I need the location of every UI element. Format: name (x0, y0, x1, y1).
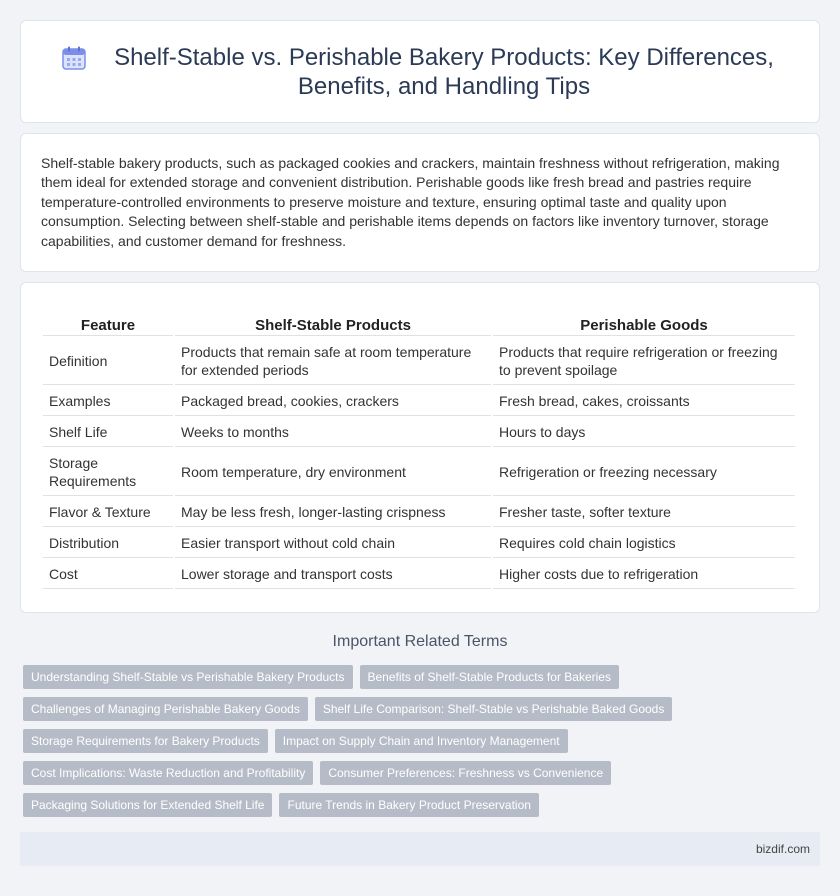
related-term-tag[interactable]: Storage Requirements for Bakery Products (23, 729, 268, 753)
table-cell-feature: Examples (43, 387, 173, 416)
related-term-tag[interactable]: Challenges of Managing Perishable Bakery Goods (23, 697, 308, 721)
table-cell-shelf-stable: Weeks to months (175, 418, 491, 447)
comparison-table (41, 313, 797, 591)
table-cell-feature: Flavor & Texture (43, 498, 173, 527)
column-header-shelf-stable: Shelf-Stable Products (175, 315, 491, 336)
table-cell-feature: Definition (43, 338, 173, 385)
table-row (43, 338, 795, 385)
intro-paragraph: Shelf-stable bakery products, such as packaged cookies and crackers, maintain freshness without refrigeration, making them ideal for extended storage and convenient distribution. Perishable goods like fresh bread and pastries require temperature-controlled environments to preserve moisture and texture, ensuring optimal taste and quality upon consumption. Selecting between shelf-stable and perishable items depends on factors like inventory turnover, storage capabilities, and customer demand for freshness. (41, 155, 780, 249)
table-cell-perishable: Higher costs due to refrigeration (493, 560, 795, 589)
table-row (43, 529, 795, 558)
table-cell-perishable: Fresh bread, cakes, croissants (493, 387, 795, 416)
table-cell-shelf-stable: Packaged bread, cookies, crackers (175, 387, 491, 416)
related-term-tag[interactable]: Cost Implications: Waste Reduction and Profitability (23, 761, 313, 785)
table-cell-shelf-stable: Room temperature, dry environment (175, 449, 491, 496)
related-term-tag[interactable]: Impact on Supply Chain and Inventory Management (275, 729, 568, 753)
table-cell-perishable: Refrigeration or freezing necessary (493, 449, 795, 496)
table-row (43, 418, 795, 447)
table-row (43, 560, 795, 589)
footer-bar (20, 832, 820, 866)
related-term-tag[interactable]: Future Trends in Bakery Product Preservation (279, 793, 538, 817)
related-terms-title: Important Related Terms (332, 633, 508, 650)
related-term-tag[interactable]: Consumer Preferences: Freshness vs Convenience (320, 761, 611, 785)
table-header-row (43, 315, 795, 336)
table-row (43, 498, 795, 527)
table-row (43, 449, 795, 496)
footer-site-link[interactable]: bizdif.com (755, 842, 810, 856)
page-title: Shelf-Stable vs. Perishable Bakery Products: Key Differences, Benefits, and Handling Tips (114, 43, 774, 100)
table-cell-perishable: Fresher taste, softer texture (493, 498, 795, 527)
table-cell-feature: Distribution (43, 529, 173, 558)
header-card (20, 20, 820, 123)
table-cell-feature: Storage Requirements (43, 449, 173, 496)
related-term-tag[interactable]: Packaging Solutions for Extended Shelf Life (23, 793, 272, 817)
column-header-feature: Feature (43, 315, 173, 336)
table-cell-perishable: Hours to days (493, 418, 795, 447)
table-cell-shelf-stable: Easier transport without cold chain (175, 529, 491, 558)
intro-card (20, 133, 820, 272)
comparison-table-card (20, 282, 820, 613)
related-term-tag[interactable]: Benefits of Shelf-Stable Products for Bakeries (360, 665, 619, 689)
table-cell-perishable: Products that require refrigeration or freezing to prevent spoilage (493, 338, 795, 385)
calendar-icon (61, 45, 87, 71)
related-term-tag[interactable]: Understanding Shelf-Stable vs Perishable Bakery Products (23, 665, 353, 689)
table-cell-shelf-stable: May be less fresh, longer-lasting crispness (175, 498, 491, 527)
table-cell-shelf-stable: Lower storage and transport costs (175, 560, 491, 589)
column-header-perishable: Perishable Goods (493, 315, 795, 336)
table-row (43, 387, 795, 416)
table-cell-feature: Shelf Life (43, 418, 173, 447)
table-cell-shelf-stable: Products that remain safe at room temperature for extended periods (175, 338, 491, 385)
related-term-tag[interactable]: Shelf Life Comparison: Shelf-Stable vs Perishable Baked Goods (315, 697, 673, 721)
related-terms-tags (23, 665, 823, 825)
table-cell-feature: Cost (43, 560, 173, 589)
table-cell-perishable: Requires cold chain logistics (493, 529, 795, 558)
